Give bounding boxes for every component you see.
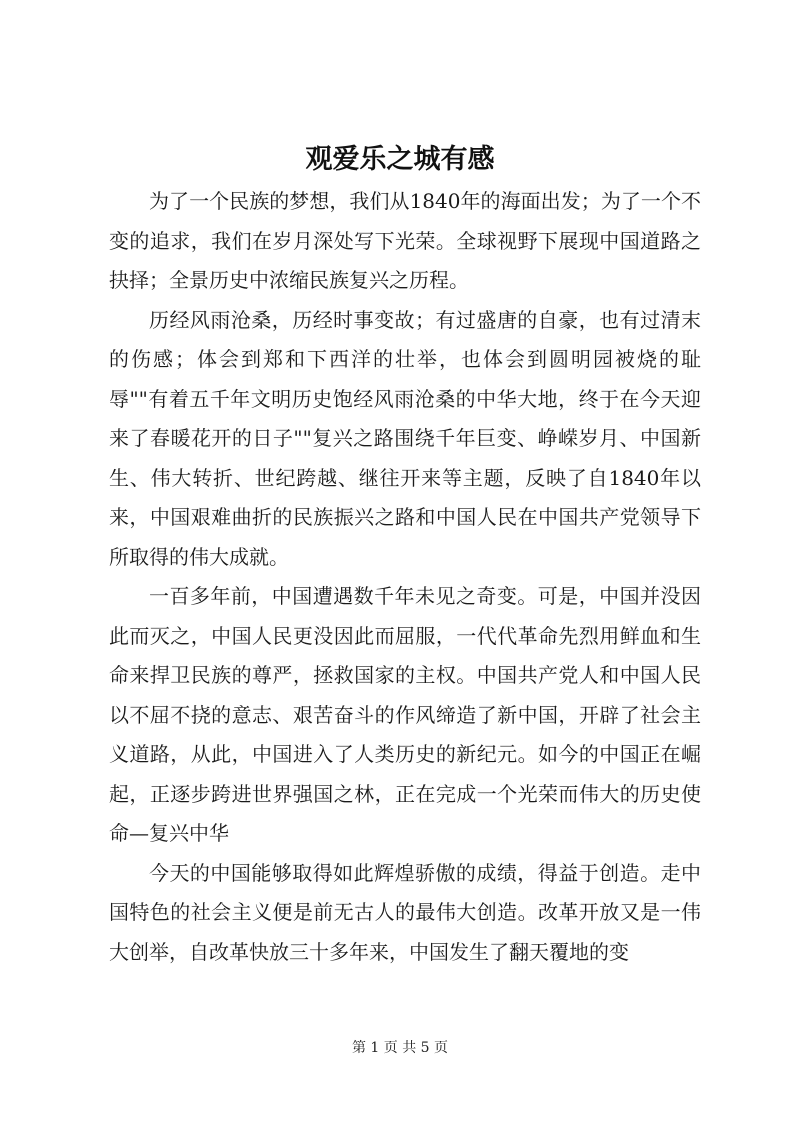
document-body [109, 182, 701, 972]
paragraph: 历经风雨沧桑，历经时事变故；有过盛唐的自豪，也有过清末的伤感；体会到郑和下西洋的壮举，也体会到圆明园被烧的耻辱""有着五千年文明历史饱经风雨沧桑的中华大地，终于在今天迎来了春暖花开的日子""复兴之路围绕千年巨变、峥嵘岁月、中国新生、伟大转折、世纪跨越、继往开来等主题，反映了自1840年以来，中国艰难曲折的民族振兴之路和中国人民在中国共产党领导下所取得的伟大成就。 [109, 307, 701, 569]
paragraph: 今天的中国能够取得如此辉煌骄傲的成绩，得益于创造。走中国特色的社会主义便是前无古人的最伟大创造。改革开放又是一伟大创举，自改革快放三十多年来，中国发生了翻天覆地的变 [109, 860, 701, 964]
paragraph: 一百多年前，中国遭遇数千年未见之奇变。可是，中国并没因此而灭之，中国人民更没因此而屈服，一代代革命先烈用鲜血和生命来捍卫民族的尊严，拯救国家的主权。中国共产党人和中国人民以不屈不挠的意志、艰苦奋斗的作风缔造了新中国，开辟了社会主义道路，从此，中国进入了人类历史的新纪元。如今的中国正在崛起，正逐步跨进世界强国之林，正在完成一个光荣而伟大的历史使命—复兴中华 [109, 584, 701, 845]
document-title: 观爱乐之城有感 [305, 144, 495, 175]
paragraph: 为了一个民族的梦想，我们从1840年的海面出发；为了一个不变的追求，我们在岁月深处写下光荣。全球视野下展现中国道路之抉择；全景历史中浓缩民族复兴之历程。 [109, 189, 701, 292]
page-footer: 第 1 页 共 5 页 [351, 1040, 449, 1056]
